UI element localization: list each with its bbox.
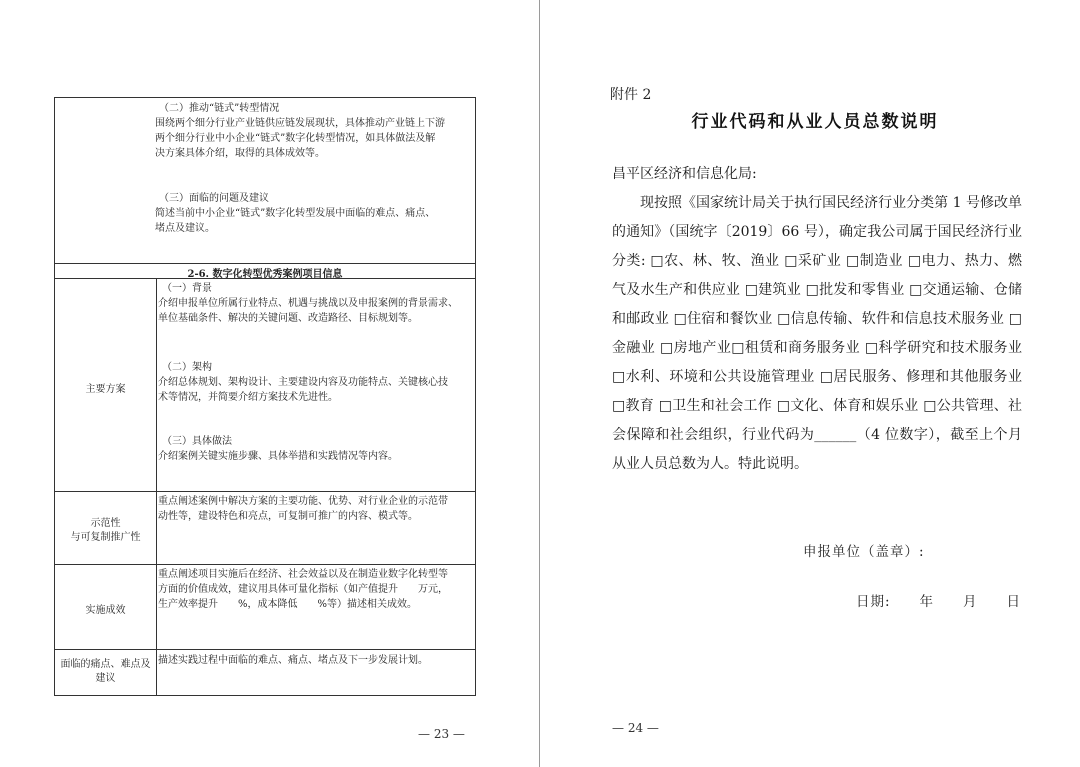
applicant-seal: 申报单位（盖章）: [803, 544, 925, 560]
demonstration-line: 重点阐述案例中解决方案的主要功能、优势、对行业企业的示范带 [158, 496, 448, 507]
architecture-cell [158, 360, 476, 405]
background-heading: （一）背景 [162, 283, 212, 294]
practice-line: 介绍案例关键实施步骤、具体举措和实践情况等内容。 [158, 451, 398, 462]
date-line: 日期: 年 月 日 [856, 594, 1022, 610]
chain-heading: （二）推动“链式”转型情况 [159, 103, 280, 114]
demonstration-label-line: 示范性 [90, 518, 121, 529]
page-number-left: — 23 — [418, 727, 465, 741]
demonstration-cell [158, 494, 476, 524]
results-label: 实施成效 [85, 605, 126, 616]
chain-line: 决方案具体介绍，取得的具体成效等。 [155, 148, 325, 159]
chain-line: 两个细分行业中小企业“链式”数字化转型情况，如具体做法及解 [155, 133, 436, 144]
pain-points-line: 描述实践过程中面临的难点、痛点、堵点及下一步发展计划。 [158, 655, 428, 666]
statement-body [612, 189, 1022, 479]
background-line: 单位基础条件、解决的关键问题、改造路径、目标规划等。 [158, 313, 418, 324]
case-info-table [54, 97, 476, 696]
demonstration-label-line: 与可复制推广性 [70, 532, 141, 543]
results-line: 重点阐述项目实施后在经济、社会效益以及在制造业数字化转型等 [158, 569, 448, 580]
architecture-heading: （二）架构 [162, 362, 212, 373]
practice-cell [158, 434, 476, 464]
problems-line: 简述当前中小企业“链式”数字化转型发展中面临的难点、痛点、 [155, 208, 436, 219]
results-line: 方面的价值成效，建议用具体可量化指标（如产值提升 万元， [158, 584, 448, 595]
chain-transform-cell [155, 101, 475, 161]
problems-line: 堵点及建议。 [155, 223, 215, 234]
pain-points-label-line: 建议 [95, 673, 116, 684]
results-line: 生产效率提升 %，成本降低 %等）描述相关成效。 [158, 599, 418, 610]
statement-paragraph: 现按照《国家统计局关于执行国民经济行业分类第 1 号修改单的通知》（国统字〔2019〕66 号），确定我公司属于国民经济行业分类: □农、林、牧、渔业 □采矿业 □制造业 □电力、热力、燃气及水生产和供应业 □建筑业 □批发和零售业 □交通运输、仓储和邮政业 □住宿和餐饮业 □信息传输、软件和信息技术服务业 □金融业 □房地产业□租赁和商务服务业 □科学研究和技术服务业 □水利、环境和公共设施管理业 □居民服务、修理和其他服务业 □教育 □卫生和社会工作 □文化、体育和娱乐业 □公共管理、社会保障和社会组织，行业代码为______（4 位数字），截至上个月从业人员总数为人。特此说明。 [612, 195, 1022, 472]
pain-points-label [55, 658, 156, 686]
attachment-label: 附件 2 [610, 87, 652, 103]
chain-line: 围绕两个细分行业产业链供应链发展现状，具体推动产业链上下游 [155, 118, 445, 129]
demonstration-label [55, 517, 156, 545]
pain-points-label-line: 面临的痛点、难点及 [60, 659, 151, 670]
practice-heading: （三）具体做法 [162, 436, 232, 447]
problems-heading: （三）面临的问题及建议 [159, 193, 269, 204]
architecture-line: 介绍总体规划、架构设计、主要建设内容及功能特点、关键核心技 [158, 377, 448, 388]
architecture-line: 术等情况，并简要介绍方案技术先进性。 [158, 392, 338, 403]
recipient-line: 昌平区经济和信息化局: [612, 166, 757, 182]
results-cell [158, 567, 476, 612]
page-number-right: — 24 — [612, 721, 659, 735]
main-plan-label: 主要方案 [85, 384, 126, 395]
section-header: 2-6. 数字化转型优秀案例项目信息 [187, 269, 343, 280]
page-divider [539, 0, 540, 767]
background-cell [158, 281, 476, 326]
document-title: 行业代码和从业人员总数说明 [691, 112, 939, 132]
problems-cell [155, 191, 475, 236]
background-line: 介绍申报单位所属行业特点、机遇与挑战以及申报案例的背景需求、 [158, 298, 458, 309]
pain-points-cell [158, 653, 476, 668]
demonstration-line: 动性等，建设特色和亮点，可复制可推广的内容、模式等。 [158, 511, 418, 522]
